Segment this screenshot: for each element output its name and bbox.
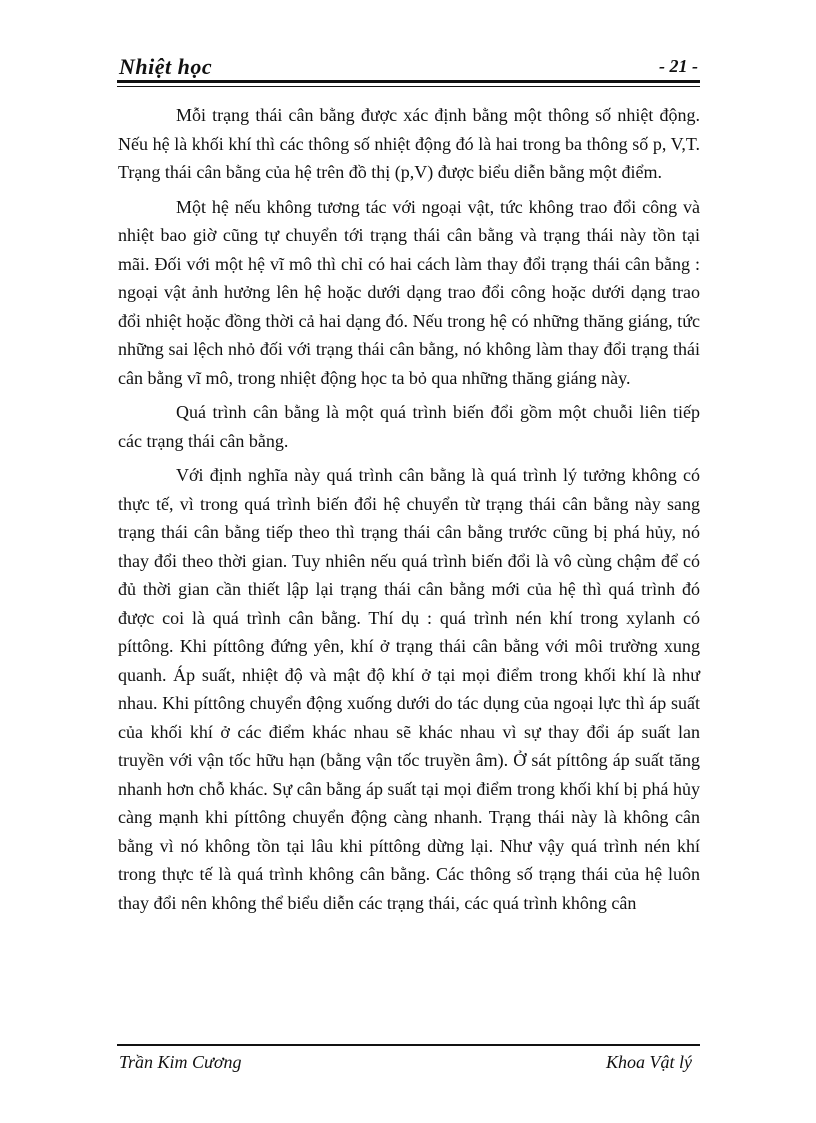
page-footer bbox=[117, 1044, 700, 1086]
header-title: Nhiệt học bbox=[119, 54, 213, 79]
page-header bbox=[117, 52, 700, 83]
paragraph: Quá trình cân bằng là một quá trình biến đổi gồm một chuỗi liên tiếp các trạng thái cân bằng. bbox=[118, 402, 700, 451]
footer-department: Khoa Vật lý bbox=[606, 1052, 692, 1072]
paragraph: Mỗi trạng thái cân bằng được xác định bằng một thông số nhiệt động. Nếu hệ là khối khí thì các thông số nhiệt động đó là hai trong ba thông số p, V,T. Trạng thái cân bằng của hệ trên đồ thị (p,V) được biểu diễn bằng một điểm. bbox=[118, 105, 700, 182]
body-text bbox=[118, 101, 700, 923]
footer-author: Trần Kim Cương bbox=[119, 1052, 242, 1072]
page-number: - 21 - bbox=[659, 56, 698, 76]
paragraph: Với định nghĩa này quá trình cân bằng là quá trình lý tưởng không có thực tế, vì trong quá trình biến đổi hệ chuyển từ trạng thái cân bằng này sang trạng thái cân bằng tiếp theo thì trạng thái cân bằng trước cũng bị phá hủy, nó thay đổi theo thời gian. Tuy nhiên nếu quá trình biến đổi là vô cùng chậm để có đủ thời gian cần thiết lập lại trạng thái cân bằng mới của hệ thì quá trình đó được coi là quá trình cân bằng. Thí dụ : quá trình nén khí trong xylanh có píttông. Khi píttông đứng yên, khí ở trạng thái cân bằng với môi trường xung quanh. Áp suất, nhiệt độ và mật độ khí ở tại mọi điểm trong khối khí là như nhau. Khi píttông chuyển động xuống dưới do tác dụng của ngoại lực thì áp suất của khối khí ở các điểm khác nhau sẽ khác nhau vì sự thay đổi áp suất lan truyền với vận tốc hữu hạn (bằng vận tốc truyền âm). Ở sát píttông áp suất tăng nhanh hơn chỗ khác. Sự cân bằng áp suất tại mọi điểm trong khối khí bị phá hủy càng mạnh khi píttông chuyển động càng nhanh. Trạng thái này là không cân bằng vì nó không tồn tại lâu khi píttông dừng lại. Như vậy quá trình nén khí trong thực tế là quá trình không cân bằng. Các thông số trạng thái của hệ luôn thay đổi nên không thể biểu diễn các trạng thái, các quá trình không cân bbox=[118, 465, 700, 913]
paragraph: Một hệ nếu không tương tác với ngoại vật, tức không trao đổi công và nhiệt bao giờ cũng tự chuyển tới trạng thái cân bằng và trạng thái này tồn tại mãi. Đối với một hệ vĩ mô thì chỉ có hai cách làm thay đổi trạng thái cân bằng : ngoại vật ảnh hưởng lên hệ hoặc dưới dạng trao đổi công hoặc dưới dạng trao đổi nhiệt hoặc đồng thời cả hai dạng đó. Nếu trong hệ có những thăng giáng, tức những sai lệch nhỏ đối với trạng thái cân bằng, nó không làm thay đổi trạng thái cân bằng vĩ mô, trong nhiệt động học ta bỏ qua những thăng giáng này. bbox=[118, 196, 700, 388]
